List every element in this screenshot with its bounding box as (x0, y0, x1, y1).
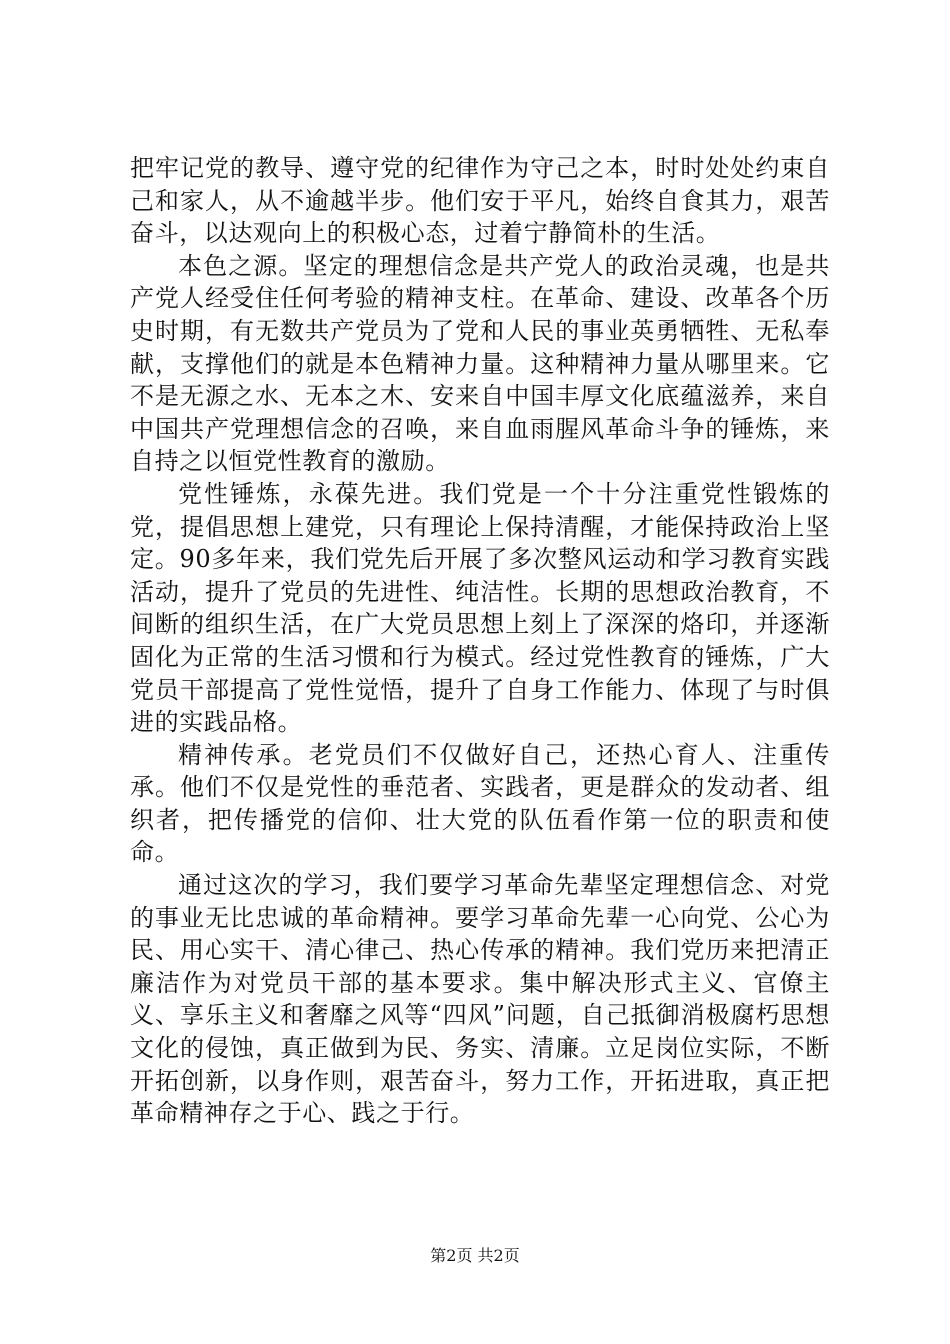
paragraph-jingshen: 精神传承。老党员们不仅做好自己，还热心育人、注重传承。他们不仅是党性的垂范者、实践者，更是群众的发动者、组织者，把传播党的信仰、壮大党的队伍看作第一位的职责和使命。 (130, 740, 830, 867)
document-body (130, 152, 830, 1130)
paragraph-benseyuan: 本色之源。坚定的理想信念是共产党人的政治灵魂，也是共产党人经受住任何考验的精神支柱。在革命、建设、改革各个历史时期，有无数共产党员为了党和人民的事业英勇牺牲、无私奉献，支撑他们的就是本色精神力量。这种精神力量从哪里来。它不是无源之水、无本之木、安来自中国丰厚文化底蕴滋养，来自中国共产党理想信念的召唤，来自血雨腥风革命斗争的锤炼，来自持之以恒党性教育的激励。 (130, 251, 830, 476)
paragraph-dangxing: 党性锤炼，永葆先进。我们党是一个十分注重党性锻炼的党，提倡思想上建党，只有理论上保持清醒，才能保持政治上坚定。90多年来，我们党先后开展了多次整风运动和学习教育实践活动，提升了党员的先进性、纯洁性。长期的思想政治教育，不间断的组织生活，在广大党员思想上刻上了深深的烙印，并逐渐固化为正常的生活习惯和行为模式。经过党性教育的锤炼，广大党员干部提高了党性觉悟，提升了自身工作能力、体现了与时俱进的实践品格。 (130, 479, 830, 737)
paragraph-continuation: 把牢记党的教导、遵守党的纪律作为守己之本，时时处处约束自己和家人，从不逾越半步。他们安于平凡，始终自食其力，艰苦奋斗，以达观向上的积极心态，过着宁静简朴的生活。 (130, 154, 830, 248)
page-number-footer: 第2页 共2页 (430, 1246, 520, 1265)
paragraph-xuexi: 通过这次的学习，我们要学习革命先辈坚定理想信念、对党的事业无比忠诚的革命精神。要学习革命先辈一心向党、公心为民、用心实干、清心律己、热心传承的精神。我们党历来把清正廉洁作为对党员干部的基本要求。集中解决形式主义、官僚主义、享乐主义和奢靡之风等“四风”问题，自己抵御消极腐朽思想文化的侵蚀，真正做到为民、务实、清廉。立足岗位实际，不断开拓创新，以身作则，艰苦奋斗，努力工作，开拓进取，真正把革命精神存之于心、践之于行。 (130, 871, 830, 1128)
